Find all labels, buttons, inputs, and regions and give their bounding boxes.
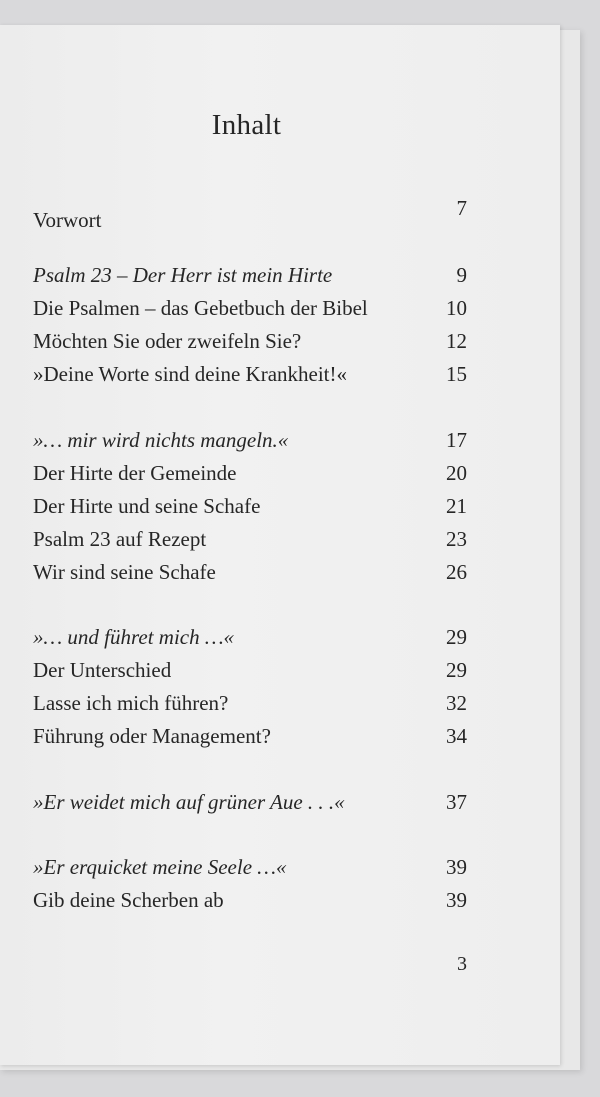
toc-entry-page-number: 39: [446, 855, 467, 879]
toc-entry: [33, 458, 467, 488]
page-title: Inhalt: [211, 109, 282, 141]
toc-entry-title: Der Hirte und seine Schafe: [33, 494, 261, 518]
toc-entry: [33, 557, 467, 587]
toc-entry-title: Führung oder Management?: [33, 724, 271, 748]
toc-entry: [33, 491, 467, 521]
toc-entry-title: Gib deine Scherben ab: [33, 888, 224, 912]
toc-entry-title: Lasse ich mich führen?: [33, 691, 229, 715]
toc-entry-page-number: 9: [456, 263, 467, 287]
toc-entry-page-number: 20: [446, 461, 467, 485]
toc-entry: [33, 425, 467, 455]
toc-entry-title: Die Psalmen – das Gebetbuch der Bibel: [33, 296, 368, 320]
toc-entry-title: »Deine Worte sind deine Krankheit!«: [33, 362, 347, 386]
toc-entry-title: Wir sind seine Schafe: [33, 560, 216, 584]
book-page: [0, 25, 560, 1065]
toc-entry-page-number: 29: [446, 625, 467, 649]
toc-entry-page-number: 34: [446, 724, 467, 748]
toc-entry: [33, 326, 467, 356]
toc-entry-page-number: 21: [446, 494, 467, 518]
toc-entry-title: »… mir wird nichts mangeln.«: [33, 428, 289, 452]
toc-entry: [33, 359, 467, 389]
toc-entry-page-number: 29: [446, 658, 467, 682]
toc-entry-page-number: 10: [446, 296, 467, 320]
toc-entry-page-number: 23: [446, 527, 467, 551]
toc-entry-title: »Er erquicket meine Seele …«: [33, 855, 287, 879]
toc-entry: [33, 196, 467, 235]
toc-entry-title: »Er weidet mich auf grüner Aue . . .«: [33, 790, 345, 814]
toc-entry-page-number: 37: [446, 790, 467, 814]
toc-entry-page-number: 26: [446, 560, 467, 584]
toc-entry-title: Psalm 23 – Der Herr ist mein Hirte: [33, 263, 333, 287]
toc-entry: [33, 622, 467, 652]
toc-entry-title: Psalm 23 auf Rezept: [33, 527, 207, 551]
toc-entry-title: »… und führet mich …«: [33, 625, 235, 649]
toc-entry-page-number: 15: [446, 362, 467, 386]
toc-entry: [33, 721, 467, 751]
toc-entry-title: Der Unterschied: [33, 658, 172, 682]
toc-entry-page-number: 39: [446, 888, 467, 912]
page-number: 3: [457, 953, 467, 975]
toc-entry: [33, 852, 467, 882]
toc-entry: [33, 655, 467, 685]
toc-entry-page-number: 32: [446, 691, 467, 715]
toc-entry-page-number: 7: [456, 196, 467, 220]
toc-entry-page-number: 17: [446, 428, 467, 452]
toc-entry-page-number: 12: [446, 329, 467, 353]
toc-entry: [33, 293, 467, 323]
toc-entry: [33, 885, 467, 915]
toc-entry-title: Vorwort: [33, 208, 102, 232]
toc-entry: [33, 787, 467, 817]
toc-entry-title: Möchten Sie oder zweifeln Sie?: [33, 329, 302, 353]
toc-entry-title: Der Hirte der Gemeinde: [33, 461, 237, 485]
toc-entry: [33, 524, 467, 554]
toc-entry: [33, 688, 467, 718]
toc-entry: [33, 260, 467, 290]
